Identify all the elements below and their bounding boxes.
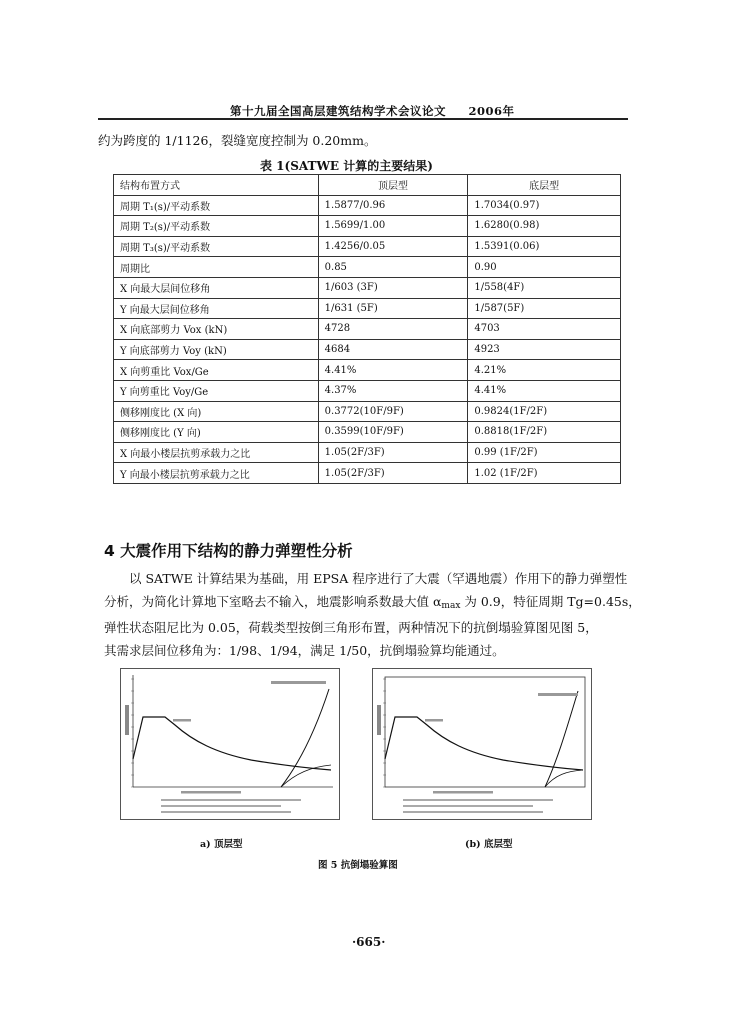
table-cell: X 向最小楼层抗剪承载力之比 <box>114 442 319 463</box>
table-cell: X 向最大层间位移角 <box>114 277 319 298</box>
figure-b-demand-spectrum <box>385 717 583 770</box>
table-cell: Y 向最小楼层抗剪承载力之比 <box>114 463 319 484</box>
figure-b-note-mark <box>403 811 543 813</box>
running-head-title: 第十九届全国高层建筑结构学术会议论文 <box>230 104 446 118</box>
table-cell: X 向底部剪力 Vox (kN) <box>114 319 319 340</box>
table-row <box>114 463 621 484</box>
table-row <box>114 298 621 319</box>
table-cell: 1.05(2F/3F) <box>318 463 468 484</box>
figure-b-note-mark <box>403 799 553 801</box>
table-row <box>114 195 621 216</box>
figure-a-legend-mark <box>271 681 326 684</box>
paragraph-text: 为 0.9，特征周期 Tg=0.45s， <box>460 593 641 609</box>
table-row <box>114 216 621 237</box>
table-row <box>114 339 621 360</box>
table-cell: 0.8818(1F/2F) <box>468 422 621 443</box>
results-table <box>113 174 621 484</box>
table-header-cell: 结构布置方式 <box>114 175 319 196</box>
table-cell: 0.90 <box>468 257 621 278</box>
table-cell: 侧移刚度比 (X 向) <box>114 401 319 422</box>
table-cell: 1.5699/1.00 <box>318 216 468 237</box>
figure-a-x-label-mark <box>181 791 241 794</box>
table-cell: 1.6280(0.98) <box>468 216 621 237</box>
section-paragraph <box>104 568 641 662</box>
table-cell: 0.99 (1F/2F) <box>468 442 621 463</box>
table-row <box>114 422 621 443</box>
table-cell: 1.4256/0.05 <box>318 236 468 257</box>
table-cell: 4684 <box>318 339 468 360</box>
figure-a-capacity-curve <box>281 689 329 787</box>
table-cell: 4.41% <box>468 380 621 401</box>
paragraph-text: 分析，为简化计算地下室略去不输入，地震影响系数最大值 α <box>104 593 442 609</box>
figure-b-y-ticks <box>383 679 386 787</box>
table-cell: 1.5391(0.06) <box>468 236 621 257</box>
figure-b-label: (b) 底层型 <box>465 839 513 850</box>
table-cell: 4703 <box>468 319 621 340</box>
table-cell: 1.5877/0.96 <box>318 195 468 216</box>
table-cell: 4923 <box>468 339 621 360</box>
page-number: ·665· <box>352 935 386 949</box>
alpha-subscript: max <box>441 600 461 611</box>
running-head <box>230 103 515 119</box>
figure-a-chart <box>120 668 340 820</box>
table-row <box>114 401 621 422</box>
figure-a-y-label-mark <box>125 705 129 735</box>
figure-a-y-ticks <box>131 679 134 787</box>
table-cell: Y 向剪重比 Voy/Ge <box>114 380 319 401</box>
table-cell: 侧移刚度比 (Y 向) <box>114 422 319 443</box>
table-row <box>114 380 621 401</box>
table-header-cell: 顶层型 <box>318 175 468 196</box>
header-rule <box>98 118 628 120</box>
figure-a-annotation-mark <box>173 719 191 722</box>
figure-a-demand-spectrum <box>133 717 331 770</box>
table-cell: 1/558(4F) <box>468 277 621 298</box>
table-cell: 1/587(5F) <box>468 298 621 319</box>
table-cell: 4728 <box>318 319 468 340</box>
table-row <box>114 277 621 298</box>
table-header-row <box>114 175 621 196</box>
table-cell: Y 向底部剪力 Voy (kN) <box>114 339 319 360</box>
table-row <box>114 319 621 340</box>
table-cell: 1.05(2F/3F) <box>318 442 468 463</box>
table-row <box>114 257 621 278</box>
table-cell: 1.7034(0.97) <box>468 195 621 216</box>
table-cell: 周期比 <box>114 257 319 278</box>
figure-b-note-mark <box>403 805 533 807</box>
table-cell: 4.21% <box>468 360 621 381</box>
table-cell: 周期 T₂(s)/平动系数 <box>114 216 319 237</box>
table-cell: 0.3599(10F/9F) <box>318 422 468 443</box>
table-cell: X 向剪重比 Vox/Ge <box>114 360 319 381</box>
table-row <box>114 360 621 381</box>
figure-b-x-label-mark <box>433 791 493 794</box>
section-heading: 4 大震作用下结构的静力弹塑性分析 <box>104 542 353 560</box>
figure-b-y-label-mark <box>377 705 381 735</box>
figure-b-chart <box>372 668 592 820</box>
table-cell: Y 向最大层间位移角 <box>114 298 319 319</box>
table-header-cell: 底层型 <box>468 175 621 196</box>
table-cell: 4.37% <box>318 380 468 401</box>
table-cell: 0.9824(1F/2F) <box>468 401 621 422</box>
table-cell: 1/603 (3F) <box>318 277 468 298</box>
figure-b-capacity-curve <box>545 691 578 787</box>
figure-a-label: a) 顶层型 <box>200 839 243 850</box>
table-row <box>114 236 621 257</box>
paragraph-line: 其需求层间位移角为：1/98、1/94，满足 1/50，抗倒塌验算均能通过。 <box>104 642 505 658</box>
table-cell: 4.41% <box>318 360 468 381</box>
table-cell: 0.85 <box>318 257 468 278</box>
figure-b-legend-mark <box>538 693 578 696</box>
table-caption: 表 1(SATWE 计算的主要结果) <box>260 159 433 173</box>
table-cell: 0.3772(10F/9F) <box>318 401 468 422</box>
table-cell: 1.02 (1F/2F) <box>468 463 621 484</box>
figure-b-annotation-mark <box>425 719 443 722</box>
figure-a-note-mark <box>161 805 281 807</box>
paragraph-line <box>104 591 641 618</box>
table-row <box>114 442 621 463</box>
paragraph-line: 弹性状态阻尼比为 0.05，荷载类型按倒三角形布置，两种情况下的抗倒塌验算图见图 5， <box>104 620 598 635</box>
paragraph-line: 以 SATWE 计算结果为基础，用 EPSA 程序进行了大震（罕遇地震）作用下的静力弹塑性 <box>129 571 628 586</box>
table-cell: 周期 T₁(s)/平动系数 <box>114 195 319 216</box>
table-cell: 周期 T₃(s)/平动系数 <box>114 236 319 257</box>
running-head-year: 2006年 <box>468 104 515 118</box>
intro-line: 约为跨度的 1/1126，裂缝宽度控制为 0.20mm。 <box>98 133 377 148</box>
table-cell: 1/631 (5F) <box>318 298 468 319</box>
figure-a-note-mark <box>161 811 291 813</box>
figure-a-note-mark <box>161 799 301 801</box>
figure-caption: 图 5 抗倒塌验算图 <box>318 860 398 871</box>
